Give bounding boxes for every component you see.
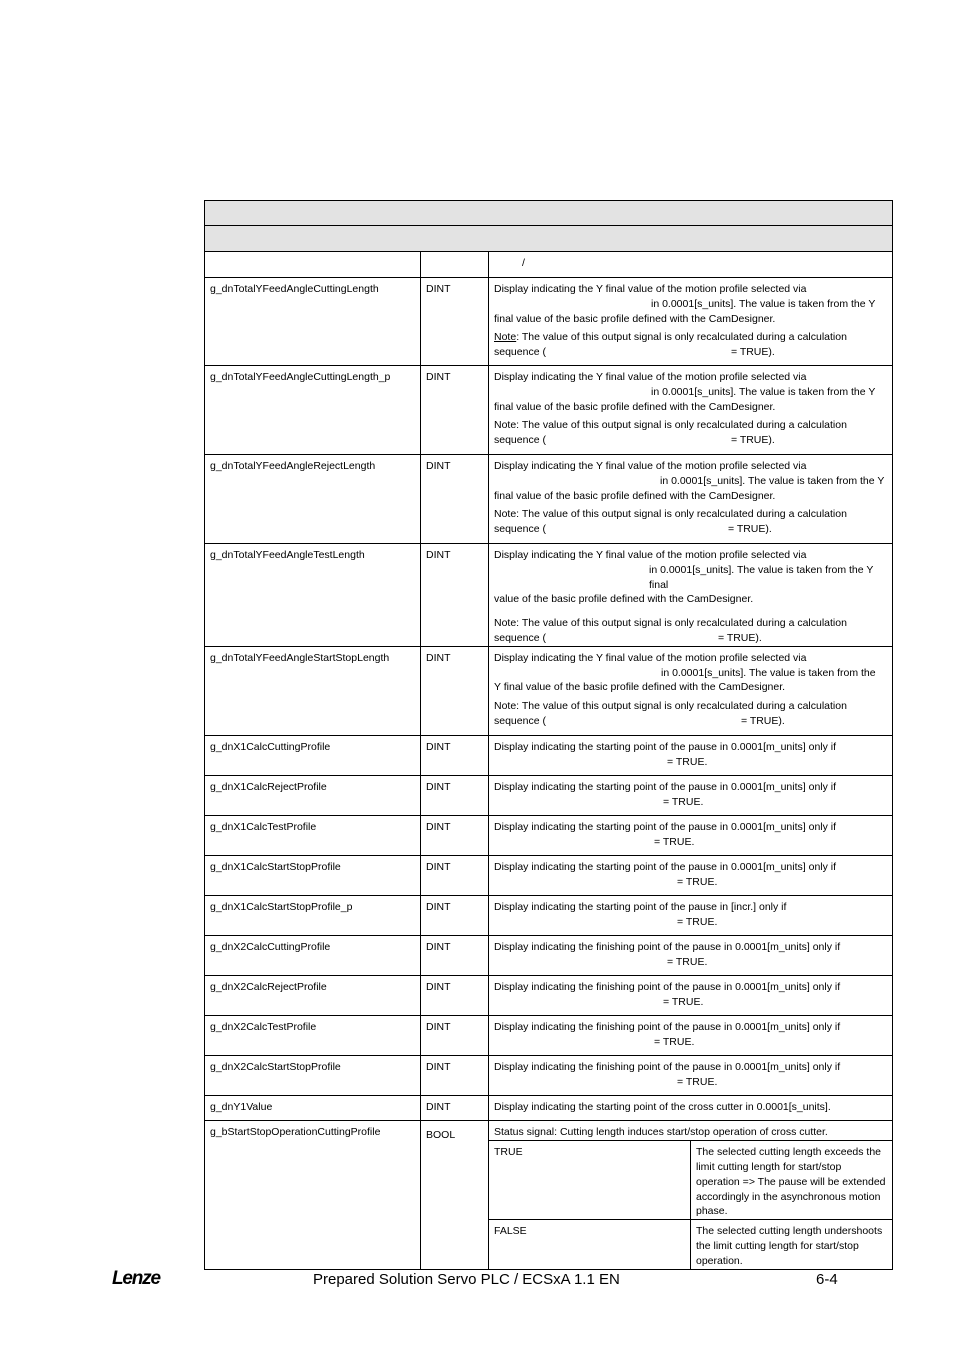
signal-name: g_dnX2CalcTestProfile — [205, 1015, 421, 1055]
signal-name: g_dnX1CalcStartStopProfile_p — [205, 895, 421, 935]
signal-description: Display indicating the finishing point of the pause in 0.0001[m_units] only if = TRUE. — [489, 1055, 893, 1095]
table-row — [205, 455, 893, 544]
signal-name: g_dnX2CalcRejectProfile — [205, 975, 421, 1015]
table-row — [205, 855, 893, 895]
state-false-label: FALSE — [489, 1220, 690, 1269]
signal-description: Display indicating the starting point of the pause in [incr.] only if = TRUE. — [489, 895, 893, 935]
signal-name: g_dnX1CalcRejectProfile — [205, 775, 421, 815]
table-row — [205, 366, 893, 455]
page-number: 6-4 — [816, 1271, 838, 1288]
note-label: Note — [494, 331, 517, 344]
state-false-text: The selected cutting length undershoots the limit cutting length for start/stop operation. — [690, 1220, 892, 1269]
signal-description: Display indicating the starting point of the cross cutter in 0.0001[s_units]. — [489, 1095, 893, 1120]
signal-name: g_dnY1Value — [205, 1095, 421, 1120]
signal-type: DINT — [421, 855, 489, 895]
signal-type: DINT — [421, 735, 489, 775]
table-title-bar — [205, 201, 893, 226]
signal-type: DINT — [421, 895, 489, 935]
signal-table — [204, 200, 893, 1270]
signal-type: BOOL — [421, 1120, 489, 1269]
lenze-logo: Lenze — [112, 1268, 160, 1289]
status-description: Status signal: Cutting length induces start/stop operation of cross cutter. — [494, 1125, 828, 1138]
signal-name: g_bStartStopOperationCuttingProfile — [205, 1120, 421, 1269]
table-row — [205, 775, 893, 815]
signal-name: g_dnX1CalcCuttingProfile — [205, 735, 421, 775]
signal-type: DINT — [421, 366, 489, 455]
header-name-cell — [205, 252, 421, 278]
signal-description: Display indicating the finishing point of the pause in 0.0001[m_units] only if = TRUE. — [489, 1015, 893, 1055]
signal-name: g_dnTotalYFeedAngleRejectLength — [205, 455, 421, 544]
table-row — [205, 815, 893, 855]
table-subtitle-bar — [205, 226, 893, 252]
signal-description — [489, 1120, 893, 1269]
signal-description: Display indicating the Y final value of the motion profile selected via in 0.0001[s_units]. The value is taken from the Y final value of the basic profile defined with the CamDesigner. Note: The value of this output signal is only recalculated during a calculation sequence ( = TRUE). — [489, 646, 893, 735]
signal-description: Display indicating the starting point of the pause in 0.0001[m_units] only if = TRUE. — [489, 855, 893, 895]
table-row — [205, 895, 893, 935]
signal-description: Display indicating the finishing point of the pause in 0.0001[m_units] only if = TRUE. — [489, 975, 893, 1015]
table-row — [205, 544, 893, 647]
signal-description: Display indicating the finishing point of the pause in 0.0001[m_units] only if = TRUE. — [489, 935, 893, 975]
table-row — [205, 1120, 893, 1269]
table-row — [205, 975, 893, 1015]
signal-description: Display indicating the Y final value of the motion profile selected via in 0.0001[s_units]. The value is taken from the Y final value of the basic profile defined with the CamDesigner. Note: The value of this output signal is only recalculated during a calculation sequence ( = TRUE). — [489, 544, 893, 647]
signal-description: Display indicating the Y final value of the motion profile selected via in 0.0001[s_units]. The value is taken from the Y final value of the basic profile defined with the CamDesigner. Note: The value of this output signal is only recalculated during a calculation sequence ( = TRUE). — [489, 366, 893, 455]
header-type-cell — [421, 252, 489, 278]
signal-description: Display indicating the starting point of the pause in 0.0001[m_units] only if = TRUE. — [489, 815, 893, 855]
table-row — [205, 735, 893, 775]
table-row — [205, 1015, 893, 1055]
signal-name: g_dnX2CalcStartStopProfile — [205, 1055, 421, 1095]
signal-type: DINT — [421, 455, 489, 544]
signal-type: DINT — [421, 278, 489, 366]
table-row — [205, 1095, 893, 1120]
signal-type: DINT — [421, 1015, 489, 1055]
signal-type: DINT — [421, 775, 489, 815]
signal-name: g_dnTotalYFeedAngleTestLength — [205, 544, 421, 647]
signal-name: g_dnX1CalcTestProfile — [205, 815, 421, 855]
signal-name: g_dnTotalYFeedAngleCuttingLength_p — [205, 366, 421, 455]
signal-type: DINT — [421, 1055, 489, 1095]
table-row — [205, 646, 893, 735]
state-true-label: TRUE — [489, 1141, 690, 1220]
signal-description: Display indicating the Y final value of the motion profile selected via in 0.0001[s_units]. The value is taken from the Y final value of the basic profile defined with the CamDesigner. Note: The value of this output signal is only recalculated during a calculation sequence ( = TRUE). — [489, 278, 893, 366]
signal-name: g_dnTotalYFeedAngleCuttingLength — [205, 278, 421, 366]
signal-type: DINT — [421, 1095, 489, 1120]
signal-type: DINT — [421, 975, 489, 1015]
header-description-cell — [489, 252, 893, 278]
signal-name: g_dnX1CalcStartStopProfile — [205, 855, 421, 895]
signal-type: DINT — [421, 935, 489, 975]
signal-description: Display indicating the starting point of the pause in 0.0001[m_units] only if = TRUE. — [489, 775, 893, 815]
table-row — [205, 278, 893, 366]
signal-name: g_dnX2CalcCuttingProfile — [205, 935, 421, 975]
header-slash: / — [522, 257, 525, 269]
table-row — [205, 1055, 893, 1095]
signal-description: Display indicating the Y final value of the motion profile selected via in 0.0001[s_units]. The value is taken from the Y final value of the basic profile defined with the CamDesigner. Note: The value of this output signal is only recalculated during a calculation sequence ( = TRUE). — [489, 455, 893, 544]
state-true-text: The selected cutting length exceeds the limit cutting length for start/stop operation => The pause will be extended accordingly in the asynchronous motion phase. — [690, 1141, 892, 1220]
signal-name: g_dnTotalYFeedAngleStartStopLength — [205, 646, 421, 735]
signal-type: DINT — [421, 815, 489, 855]
signal-type: DINT — [421, 646, 489, 735]
signal-type: DINT — [421, 544, 489, 647]
state-table — [489, 1121, 892, 1269]
signal-description: Display indicating the starting point of the pause in 0.0001[m_units] only if = TRUE. — [489, 735, 893, 775]
footer-title: Prepared Solution Servo PLC / ECSxA 1.1 EN — [313, 1271, 620, 1288]
table-row — [205, 935, 893, 975]
